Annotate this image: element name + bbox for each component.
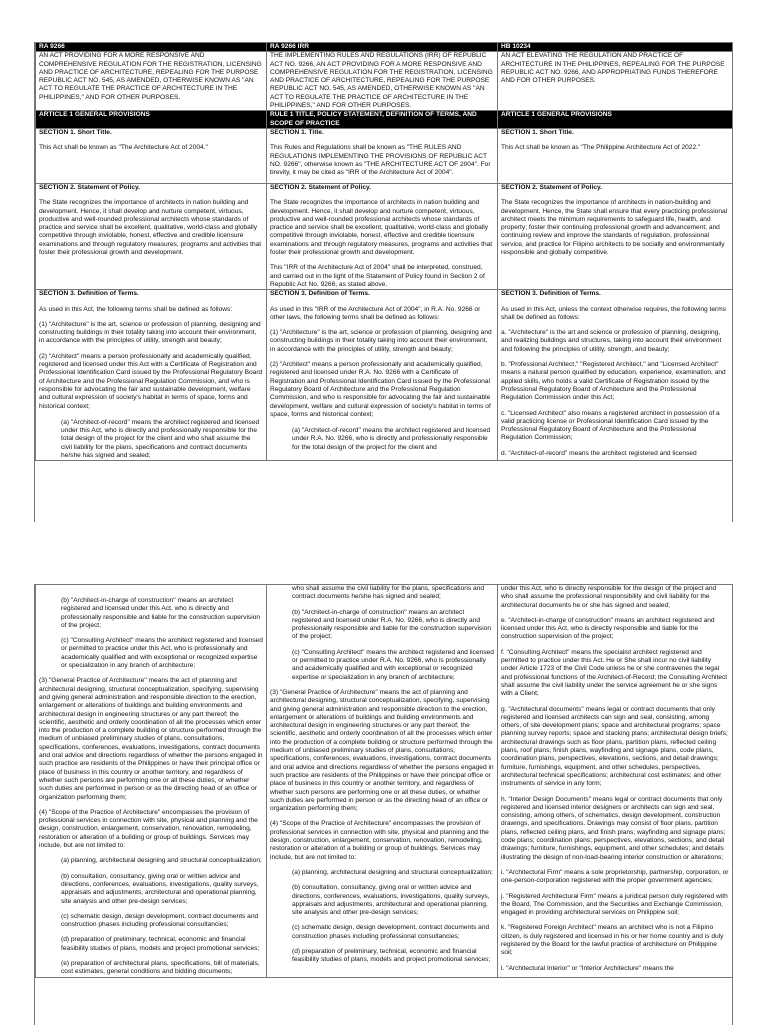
section-2-ra9266 [36, 183, 267, 289]
section-1-hb10234 [498, 128, 733, 183]
definition-item: (4) "Scope of the Practice of Architecture" encompasses the provision of professional services in connection with site, physical and planning and the design, construction, enlargement, conservation, renovation, remodeling, restoration or alteration of a building or group of buildings. Services may include, but are not limited to: [270, 820, 489, 861]
definition-item: g. "Architectural documents" means legal or contract documents that only registered and licensed architects can sign and seal, consisting, among others, of site development plans; space and architectural programs; space planning survey reports; space and stacking plans; architectural design briefs; architectural drawings such as floor plans, partition plans, reflected ceiling plans, roof plans, finish plans, wayfinding and signage plans, code plans, coordination plans, perspectives, elevations, sections, and detail drawings; furniture, furnishings, equipment, and other schedules, perspectives, architectural technical specifications; architectural cost estimates; and other instruments of service in any form; [501, 705, 728, 788]
definition-item: (2) "Architect" means a person professionally and academically qualified, registered and licensed under R.A. No. 9266 with a Certificate of Registration and Professional Identification Card issued by the Professional Regulatory Board of Architecture and the Professional Regulation Commission, and who is responsible for advocating the fair and sustainable development, welfare and cultural expression of society's habitat in terms of space, forms and historical context; [270, 361, 491, 418]
continued-ra9266-irr [267, 585, 498, 977]
section-text: This Act shall be known as "The Architecture Act of 2004." [39, 144, 208, 152]
section-3-ra9266 [36, 290, 267, 461]
article-heading-ra9266: ARTICLE 1 GENERAL PROVISIONS [36, 111, 267, 129]
definition-item: i. "Architectural Firm" means a sole proprietorship, partnership, corporation, or one-person-corporation registered with the proper government agencies; [501, 868, 729, 885]
subtitle-ra9266: AN ACT PROVIDING FOR A MORE RESPONSIVE AND COMPREHENSIVE REGULATION FOR THE REGISTRATION, LICENSING AND PRACTICE OF ARCHITECTURE, REPEALING FOR THE PURPOSE REPUBLIC ACT NO. 545, AS AMENDED, OTHERWISE KNOWN AS "AN ACT TO REGULATE THE PRACTICE OF ARCHITECTURE IN THE PHILIPPINES," AND FOR OTHER PURPOSES. [36, 52, 267, 111]
definition-item: j. "Registered Architectural Firm" means a juridical person duly registered with the Board, The Commission, and the Securities and Exchange Commission, engaged in providing architectural services on Philippine soil; [501, 892, 728, 917]
section-heading: SECTION 3. Definition of Terms. [501, 290, 601, 298]
definition-item: (3) "General Practice of Architecture" means the act of planning and architectural designing, structural conceptualization, specifying, supervising and giving general administration and responsible direction to the erection, enlargement or alterations of buildings and building environments and architectural design in engineering structures or any part thereof; the scientific, aesthetic and orderly coordination of all the processes which enter into the production of a complete building or structure performed through the medium of unbiased preliminary studies of plans, consultations, specifications, conferences, evaluations, investigations, contract documents and oral advice and directions regardless of whether the persons engaged in such practice are residents of the Philippines or have their principal office or place of business in this country or another territory, and regardless of whether such persons are performing one or all these duties, or whether such duties are performed in person or as the directing head of an office or organization performing them; [39, 677, 263, 801]
comparison-table-page-2 [35, 585, 733, 978]
definition-subitem-cont: who shall assume the civil liability for the plans, specifications and contract documents he/she has signed and sealed; [292, 585, 485, 601]
continued-row [36, 585, 733, 977]
scope-item: (c) schematic design, design development, contract documents and construction phases including professional consultancies; [292, 924, 490, 940]
section-1-row [36, 128, 733, 183]
document-page-2 [34, 584, 733, 1025]
definition-item: f. "Consulting Architect" means the specialist architect registered and permitted to practice under this Act. He or She shall incur no civil liability under Article 1723 of the Civil Code unless he or she contravenes the legal and professional functions of the Architect-of-Record; the Consulting Architect shall assume the civil liability under the service agreement he or she signs with a Client; [501, 648, 728, 698]
definition-subitem: (b) "Architect-in-charge of construction" means an architect registered and licensed under R.A. No. 9266, who is directly and professionally responsible and liable for the construction supervision of the project; [292, 608, 492, 641]
section-intro: As used in this "IRR of the Architecture Act of 2004", in R.A. No. 9266 or other laws, the following terms shall be defined as follows: [270, 305, 481, 321]
scope-item: (b) consultation, consultancy, giving oral or written advice and directions, conferences, evaluations, investigations, quality surveys, appraisals and adjustments, architectural and operational planning, site analysis and other pre-design services; [61, 872, 259, 905]
definition-subitem: (c) "Consulting Architect" means the architect registered and licensed or permitted to practice under this Act, who is professionally and academically qualified and with exceptional or recognized expertise or specialization in any branch of architecture; [61, 637, 263, 670]
section-1-ra9266 [36, 128, 267, 183]
definition-item: (1) "Architecture" is the art, science or profession of planning, designing and constructing buildings in their totality taking into account their environment, in accordance with the principles of utility, strength and beauty; [270, 329, 492, 353]
page-gap [0, 522, 768, 584]
definition-item: b. "Professional Architect," "Registered Architect," and "Licensed Architect" means a natural person qualified by education, experience, examination, and applied skills, who holds a valid Certificate of Registration issued by the Professional Regulatory Board of Architecture and the Professional Regulation Commission under this Act; [501, 361, 726, 402]
section-heading: SECTION 2. Statement of Policy. [270, 183, 372, 191]
definition-item: c. "Licensed Architect" also means a registered architect in possession of a valid practicing license or Professional Identification Card issued by the Professional Regulatory Board of Architecture and the Professional Regulation Commission; [501, 409, 720, 442]
definition-subitem: (a) "Architect-of-record" means the architect registered and licensed under this Act, who is directly and professionally responsible for the total design of the project for the client and who shall assume the civil liability for the plans, specifications and contract documents he/she has signed and sealed; [61, 418, 260, 459]
section-heading: SECTION 3. Definition of Terms. [39, 290, 139, 298]
section-intro: As used in this Act, the following terms shall be defined as follows: [39, 305, 233, 313]
continued-hb10234 [498, 585, 733, 977]
subtitle-hb10234: AN ACT ELEVATING THE REGULATION AND PRACTICE OF ARCHITECTURE IN THE PHILIPPINES, REPEALING FOR THE PURPOSE REPUBLIC ACT NO. 9266, AND APPROPRIATING FUNDS THEREFORE AND FOR OTHER PURPOSES. [498, 52, 733, 111]
definition-item: h. "Interior Design Documents" means legal or contract documents that only registered and licensed interior designers or architects can sign and seal, consisting, among others, of schematics, design development, construction drawings, and specifications. Drawings may consist of floor plans, partition plans, reflected ceiling plans, and finish plans; wayfinding and signage plans; code plans; coordination plans; perspectives, elevations, sections, and detail drawings; furniture, furnishings, equipment, and other schedules; and details illustrating the design of non-load-bearing interior construction or alterations; [501, 795, 726, 861]
comparison-table-page-1 [35, 42, 733, 461]
section-3-row [36, 290, 733, 461]
definition-item: (3) "General Practice of Architecture" means the act of planning and architectural designing, structural conceptualization, specifying, supervising and giving general administration and responsible direction to the erection, enlargement or alterations of buildings and building environments and architectural design in engineering structures or any part thereof; the scientific, aesthetic and orderly coordination of all the processes which enter into the production of a complete building or structure performed through the medium of unbiased preliminary studies of plans, consultations, specifications, conferences, evaluations, investigations, contract documents and oral advice and directions regardless of whether the persons engaged in such practice are residents of the Philippines or have their principal office or place of business in this country or another territory, and regardless of whether such persons are performing one or all these duties, or whether such duties are performed in person or as the directing head of an office or organization performing them; [270, 688, 494, 813]
definition-item: d. "Architect-of-record" means the architect registered and licensed [501, 449, 697, 457]
section-1-ra9266-irr [267, 128, 498, 183]
definition-item: e. "Architect-in-charge of construction" means an architect registered and licensed under this Act, who is directly responsible and liable for the construction supervision of the project; [501, 616, 715, 641]
definition-item-cont: under this Act, who is directly responsible for the design of the project and who shall assume the professional responsibility and civil liability for the architectural documents he or she has signed and sealed; [501, 585, 717, 609]
section-text: The State recognizes the importance of architects in nation building and development. Hence, it shall develop and nurture competent, virtuous, productive and well-rounded professional architects whose standards of practice and service shall be excellent, qualitative, world-class and globally competitive through inviolable, honest, effective and credible licensure examinations and through regulatory measures, programs and activities that foster their professional growth and development. [270, 199, 493, 257]
section-text-2: This "IRR of the Architecture Act of 2004" shall be interpreted, construed, and carried out in the light of the Statement of Policy found in Section 2 of Republic Act No. 9266, as stated above. [270, 264, 485, 288]
definition-subitem: (b) "Architect-in-charge of construction" means an architect registered and licensed under this Act, who is directly and professionally responsible and liable for the construction supervision of the project; [61, 597, 261, 629]
section-heading: SECTION 3. Definition of Terms. [270, 290, 370, 298]
section-text: This Act shall be known as "The Philippine Architecture Act of 2022." [501, 144, 701, 152]
definition-subitem: (c) "Consulting Architect" means the architect registered and licensed or permitted to practice under R.A. No. 9266, who is professionally and academically qualified and with exceptional or recognized expertise or specialization in any branch of architecture; [292, 648, 494, 681]
section-2-hb10234 [498, 183, 733, 289]
scope-item: (d) preparation of preliminary, technical, economic and financial feasibility studies of plans, models and project promotional services; [292, 947, 491, 964]
scope-item: (e) preparation of architectural plans, specifications, bill of materials, cost estimates, general conditions and bidding documents; [61, 959, 260, 976]
scope-item: (a) planning, architectural designing and structural conceptualization; [61, 857, 262, 865]
section-heading: SECTION 2. Statement of Policy. [501, 183, 603, 191]
column-title-hb10234: HB 10234 [498, 43, 733, 52]
article-heading-ra9266-irr: RULE 1 TITLE, POLICY STATEMENT, DEFINITION OF TERMS, AND SCOPE OF PRACTICE [267, 111, 498, 129]
article-heading-hb10234: ARTICLE 1 GENERAL PROVISIONS [498, 111, 733, 129]
column-title-row [36, 43, 733, 52]
scope-item: (d) preparation of preliminary, technical, economic and financial feasibility studies of plans, models and project promotional services; [61, 936, 260, 952]
section-text: The State recognizes the importance of architects in nation building and development. Hence, it shall develop and nurture competent, virtuous, productive and well-rounded professional architects whose standards of practice and service shall be excellent, qualitative, world-class and globally competitive through inviolable, honest, effective and credible licensure examinations and through regulatory measures, programs and activities that foster their professional growth and development. [39, 199, 262, 257]
section-text: This Rules and Regulations shall be known as "THE RULES AND REGULATIONS IMPLEMENTING THE PROVISIONS OF REPUBLIC ACT NO. 9266", otherwise known as "THE ARCHITECTURE ACT OF 2004". For brevity, it may be cited as "IRR of the Architecture Act of 2004". [270, 144, 491, 177]
definition-item: (4) "Scope of the Practice of Architecture" encompasses the provision of professional services in connection with site, physical and planning and the design, construction, enlargement, conservation, renovation, remodeling, restoration or alteration of a building or group of buildings. Services may include, but are not limited to: [39, 808, 258, 850]
definition-item: a. "Architecture" is the art and science or profession of planning, designing, and realizing buildings and structures, taking into account their environment and following the principles of utility, strength, and beauty; [501, 329, 722, 353]
section-heading: SECTION 1. Title. [270, 128, 324, 136]
scope-item: (a) planning, architectural designing and structural conceptualization; [292, 868, 493, 876]
definition-item: l. "Architectural Interior" or "Interior Architecture" means the [501, 964, 674, 972]
section-heading: SECTION 1. Short Title. [501, 128, 574, 136]
scope-item: (b) consultation, consultancy, giving oral or written advice and directions, conferences, evaluations, investigations, quality surveys, appraisals and adjustments, architectural and operational planning, site analysis and other pre-design services; [292, 884, 490, 917]
section-intro: As used in this Act, unless the context otherwise requires, the following terms shall be defined as follows: [501, 305, 727, 321]
column-title-ra9266-irr: RA 9266 IRR [267, 43, 498, 52]
subtitle-ra9266-irr: THE IMPLEMENTING RULES AND REGULATIONS (IRR) OF REPUBLIC ACT NO. 9266, AN ACT PROVIDING FOR A MORE RESPONSIVE AND COMPREHENSIVE REGULATION FOR THE REGISTRATION, LICENSING AND PRACTICE OF ARCHITECTURE, REPEALING FOR THE PURPOSE REPUBLIC ACT NO. 545, AS AMENDED, OTHERWISE KNOWN AS "AN ACT TO REGULATE THE PRACTICE OF ARCHITECTURE IN THE PHILIPPINES," AND FOR OTHER PURPOSES. [267, 52, 498, 111]
section-3-ra9266-irr [267, 290, 498, 461]
scope-item: (c) schematic design, design development, contract documents and construction phases including professional consultancies; [61, 912, 259, 929]
article-heading-row [36, 111, 733, 129]
definition-item: (2) "Architect" means a person professionally and academically qualified, registered and licensed under this Act with a Certificate of Registration and Professional Identification Card issued by the Professional Regulatory Board of Architecture and the Professional Regulation Commission, and who is responsible for advocating the fair and sustainable development, welfare and cultural expression of society's habitat in terms of space, forms and historical context; [39, 352, 263, 410]
document-page-1 [34, 42, 733, 523]
section-2-row [36, 183, 733, 289]
continued-ra9266 [36, 585, 267, 977]
definition-subitem: (a) "Architect-of-record" means the architect registered and licensed under R.A. No. 9266, who is directly and professionally responsible for the total design of the project for the client and [292, 427, 491, 451]
definition-item: k. "Registered Foreign Architect" means an architect who is not a Filipino citizen, is duly registered and licensed in his or her home country and is duly registered by the Board for the lawful practice of architecture on Philippine soil; [501, 924, 724, 957]
definition-item: (1) "Architecture" is the art, science or profession of planning, designing and constructing buildings in their totality taking into account their environment, in accordance with the principles of utility, strength and beauty; [39, 320, 261, 345]
section-3-hb10234 [498, 290, 733, 461]
section-heading: SECTION 1. Short Title. [39, 128, 112, 136]
section-2-ra9266-irr [267, 183, 498, 289]
column-title-ra9266: RA 9266 [36, 43, 267, 52]
column-subtitle-row [36, 52, 733, 111]
section-text: The State recognizes the importance of architects in nation-building and development. Hence, the State shall ensure that every practicing professional architect meets the minimum requirements to safeguard life, health, and property; foster their continuing professional growth and advancement; and continuing review and improve the standards of regulation, professional service, and practice for Filipino architects to be socially and environmentally responsible and globally competitive. [501, 199, 728, 257]
section-heading: SECTION 2. Statement of Policy. [39, 183, 141, 191]
